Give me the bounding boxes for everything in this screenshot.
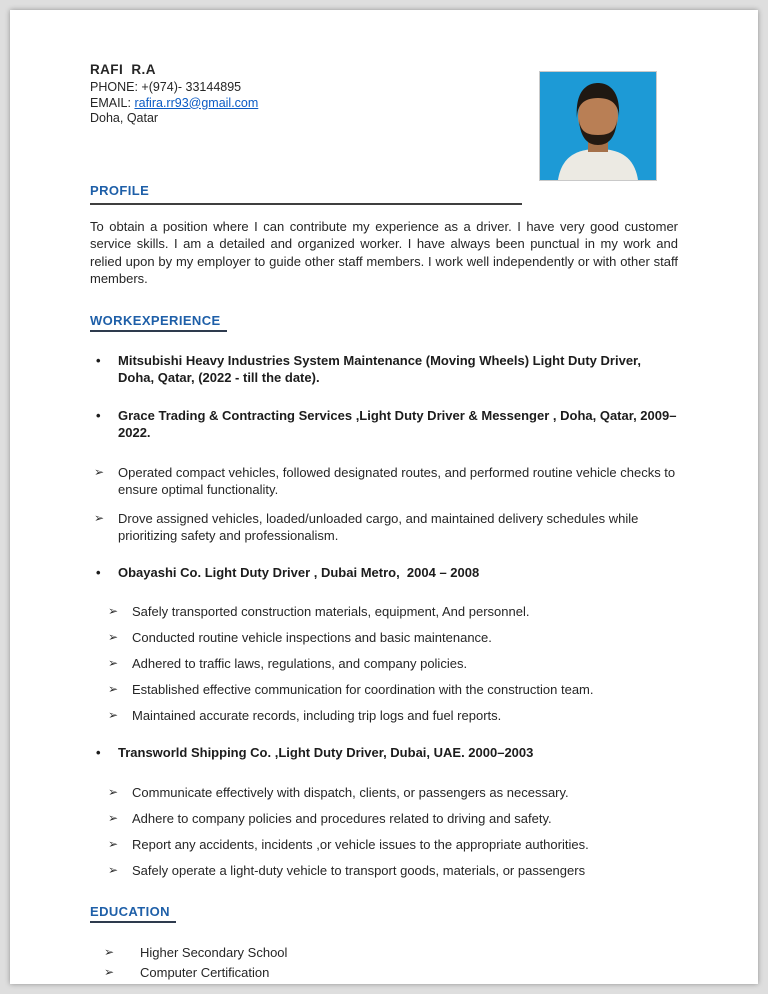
arrow-bullet-icon: ➢ [108,656,119,670]
resume-header [90,62,678,127]
job-entry-grace-trading [90,407,681,442]
section-title-education [90,903,678,923]
job-title: Grace Trading & Contracting Services ,Light Duty Driver & Messenger , Doha, Qatar, 2009– 2022. [118,407,681,440]
duty-text: Operated compact vehicles, followed designated routes, and performed routine vehicle checks to ensure optimal functionality. [118,464,676,497]
education-list [90,943,678,982]
job-title: Transworld Shipping Co. ,Light Duty Driver, Dubai, UAE. 2000–2003 [118,745,534,760]
profile-photo [540,72,656,180]
job-title: Mitsubishi Heavy Industries System Maintenance (Moving Wheels) Light Duty Driver, Doha, Qatar, (2022 - till the date). [118,352,645,385]
duty-text: Maintained accurate records, including trip logs and fuel reports. [132,708,502,723]
duty-item [104,629,678,646]
bullet-dot-icon: • [96,564,101,580]
location-line: Doha, Qatar [90,111,159,125]
duty-item [104,810,678,827]
work-title-text: WORKEXPERIENCE [90,313,227,332]
job-entry-mitsubishi [90,352,678,387]
phone-line: PHONE: +(974)- 33144895 [90,80,242,94]
arrow-bullet-icon: ➢ [108,810,119,825]
education-text: Higher Secondary School [140,944,288,960]
duty-text: Adhere to company policies and procedures related to driving and safety. [132,810,552,826]
arrow-bullet-icon: ➢ [108,630,119,644]
candidate-name: RAFI R.A [90,62,156,77]
duty-text: Conducted routine vehicle inspections and basic maintenance. [132,630,492,645]
duty-item [104,784,678,801]
section-title-work [90,312,678,332]
arrow-bullet-icon: ➢ [108,784,119,799]
education-item [104,963,678,982]
duty-text: Communicate effectively with dispatch, clients, or passengers as necessary. [132,784,569,800]
arrow-bullet-icon: ➢ [94,510,105,525]
education-item [104,943,678,962]
profile-paragraph: To obtain a position where I can contribute my experience as a driver. I have very good customer service skills. I am a detailed and organized worker. I have always been punctual in my work and relied upon by my employer to guide other staff members. I work well independently or with other staff members. [90,218,678,286]
duty-item [104,681,678,698]
duty-item [90,464,678,498]
section-profile [90,183,678,288]
arrow-bullet-icon: ➢ [108,708,119,722]
duty-item [104,862,678,879]
arrow-bullet-icon: ➢ [94,464,105,479]
arrow-bullet-icon: ➢ [108,836,119,851]
education-text: Computer Certification [140,964,270,980]
email-link[interactable]: rafira.rr93@gmail.com [134,95,259,110]
job-title: Obayashi Co. Light Duty Driver , Dubai Metro, 2004 – 2008 [118,564,480,580]
bullet-dot-icon: • [96,407,101,423]
duty-item [104,655,678,672]
section-education [90,903,678,982]
duty-text: Adhered to traffic laws, regulations, and company policies. [132,656,468,671]
duty-item [104,603,678,620]
job-entry-transworld [90,744,678,762]
duty-item [90,510,678,544]
section-work-experience [90,312,681,879]
arrow-bullet-icon: ➢ [104,944,115,959]
email-label: EMAIL: [90,95,135,110]
duty-text: Safely operate a light-duty vehicle to transport goods, materials, or passengers [132,862,586,878]
arrow-bullet-icon: ➢ [108,862,119,877]
job-entry-obayashi [90,564,678,582]
duties-grace-trading [90,464,678,544]
duties-transworld [90,784,678,879]
resume-page [10,10,758,984]
bullet-dot-icon: • [96,352,101,368]
duty-item [104,836,678,853]
education-title-text: EDUCATION [90,904,176,923]
duty-item [104,707,678,724]
bullet-dot-icon: • [96,745,101,760]
arrow-bullet-icon: ➢ [104,964,115,979]
section-title-profile: PROFILE [90,182,150,198]
duty-text: Report any accidents, incidents ,or vehicle issues to the appropriate authorities. [132,836,589,852]
duty-text: Drove assigned vehicles, loaded/unloaded cargo, and maintained delivery schedules while prioritizing safety and professionalism. [118,510,639,543]
duties-obayashi [90,603,678,724]
arrow-bullet-icon: ➢ [108,604,119,618]
duty-text: Safely transported construction materials, equipment, And personnel. [132,604,530,619]
profile-underline [90,203,522,205]
duty-text: Established effective communication for coordination with the construction team. [132,682,594,697]
arrow-bullet-icon: ➢ [108,682,119,696]
